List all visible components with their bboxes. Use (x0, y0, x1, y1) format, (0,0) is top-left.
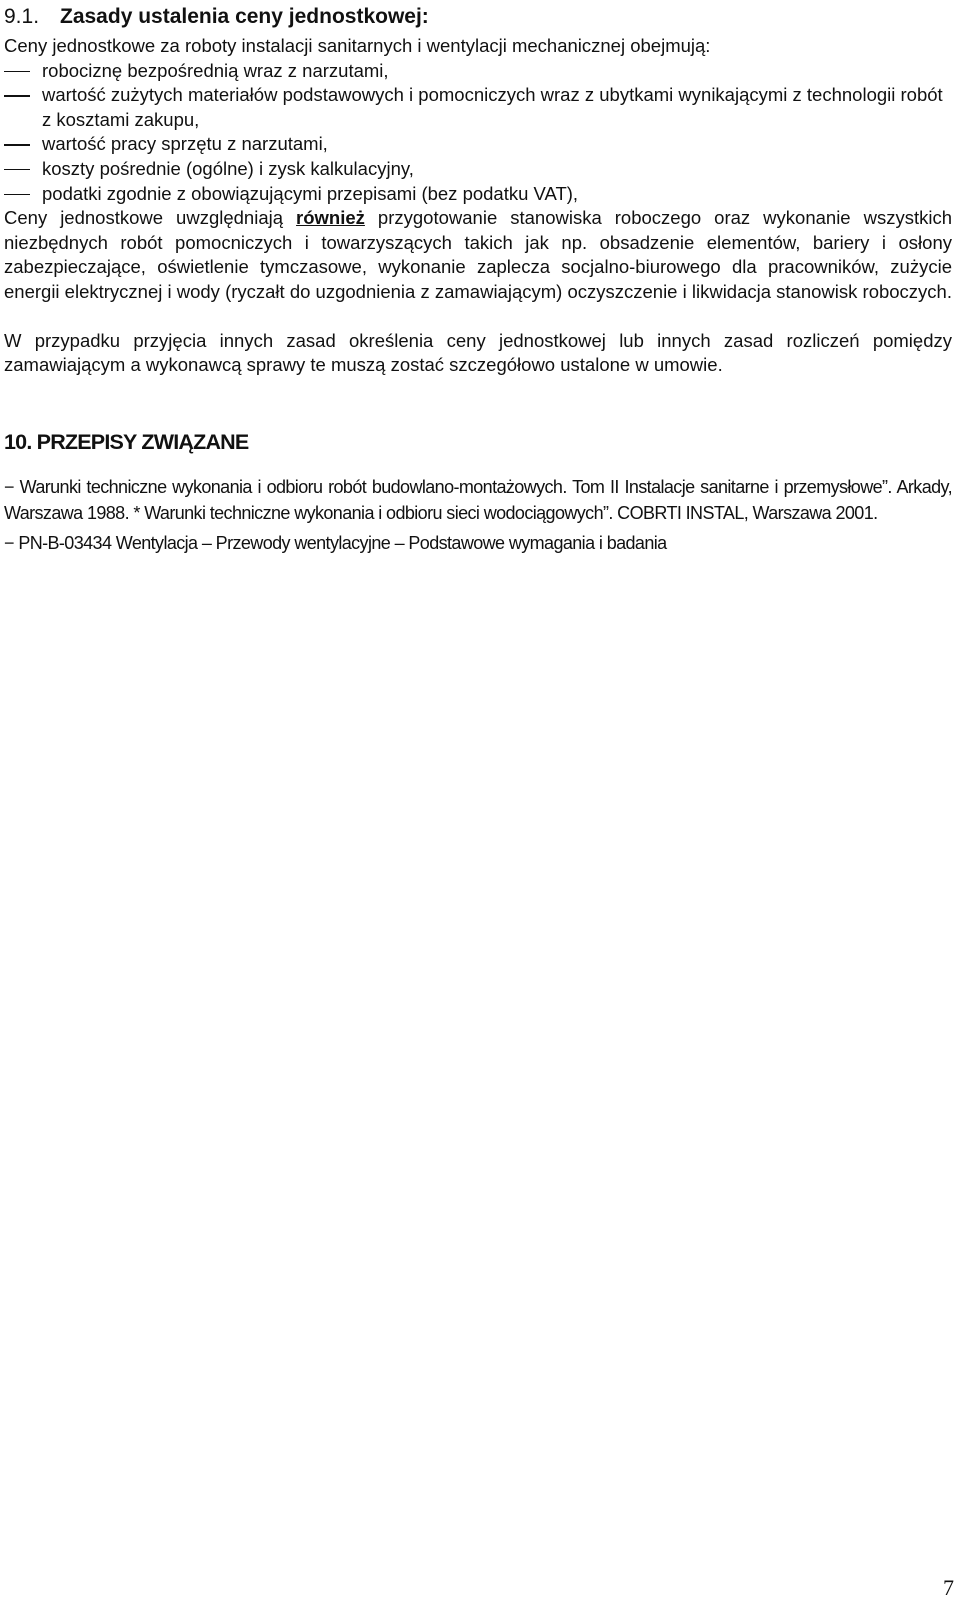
settlement-paragraph: W przypadku przyjęcia innych zasad określenia ceny jednostkowej lub innych zasad rozliczeń pomiędzy zamawiającym a wykonawcą sprawy te muszą zostać szczegółowo ustalone w umowie. (4, 329, 952, 376)
regulations-heading: 10. PRZEPISY ZWIĄZANE (4, 429, 249, 454)
list-item (4, 132, 952, 157)
section-number: 9.1. (4, 5, 40, 28)
list-item (4, 83, 952, 132)
reference-item: − PN-B-03434 Wentylacja – Przewody wentylacyjne – Podstawowe wymagania i badania (4, 532, 667, 553)
dash-bullet (4, 83, 42, 132)
list-item-text: robociznę bezpośrednią wraz z narzutami, (42, 59, 389, 81)
list-item-text: wartość zużytych materiałów podstawowych i pomocniczych wraz z ubytkami wynikającymi z technologii robót z kosztami zakupu, (42, 84, 943, 130)
list-item-text: wartość pracy sprzętu z narzutami, (42, 133, 328, 155)
intro-text: Ceny jednostkowe za roboty instalacji sanitarnych i wentylacji mechanicznej obejmują: (4, 35, 711, 56)
list-item-text: koszty pośrednie (ogólne) i zysk kalkulacyjny, (42, 157, 414, 179)
dash-bullet (4, 132, 42, 157)
emphasis-text: również (296, 207, 365, 229)
dash-bullet (4, 182, 42, 207)
unit-price-paragraph (4, 206, 952, 304)
paragraph-text-start: Ceny jednostkowe uwzględniają (4, 207, 297, 229)
paragraph-text-end: przygotowanie stanowiska roboczego oraz wykonanie wszystkich niezbędnych robót pomocniczych i towarzyszących takich jak np. obsadzenie elementów, bariery i osłony zabezpieczające, oświetlenie tymczasowe, wykonanie zaplecza socjalno-biurowego dla pracowników, zużycie energii elektrycznej i wody (ryczałt do uzgodnienia z zamawiającym) oczyszczenie i likwidacja stanowisk roboczych. (4, 207, 953, 302)
document-content (4, 0, 952, 556)
list-item (4, 59, 952, 84)
list-item (4, 182, 952, 207)
section-title: Zasady ustalenia ceny jednostkowej: (60, 5, 429, 28)
dash-bullet (4, 59, 42, 84)
cost-components-list (4, 59, 952, 207)
page-number: 7 (943, 1575, 954, 1600)
references-list (4, 474, 952, 556)
reference-item: − Warunki techniczne wykonania i odbioru robót budowlano-montażowych. Tom II Instalacje sanitarne i przemysłowe”. Arkady, Warszawa 1988. * Warunki techniczne wykonania i odbioru sieci wodociągowych”. COBRTI INSTAL, Warszawa 2001. (4, 476, 952, 523)
list-item-text: podatki zgodnie z obowiązującymi przepisami (bez podatku VAT), (42, 182, 579, 204)
section-heading (4, 0, 952, 30)
list-item (4, 157, 952, 182)
dash-bullet (4, 157, 42, 182)
